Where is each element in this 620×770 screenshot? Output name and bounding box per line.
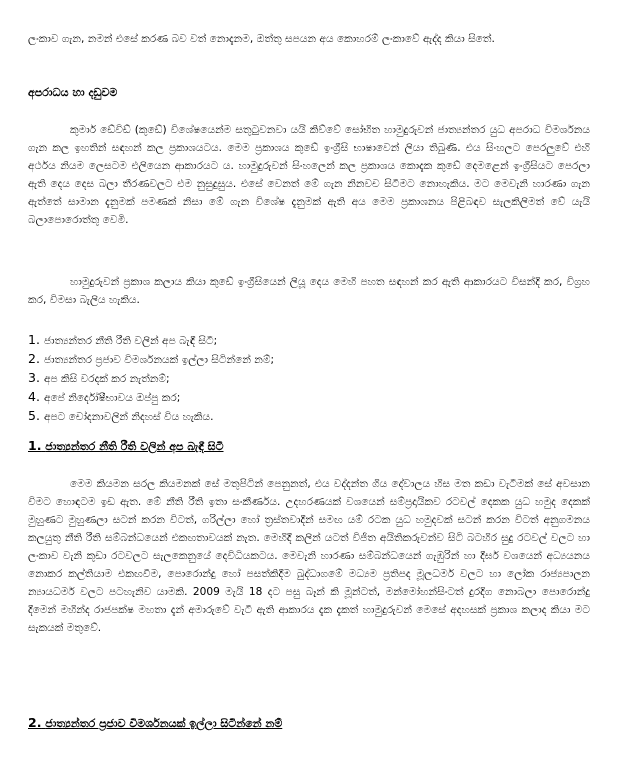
section-heading: අපරාධය හා දඩුවම (28, 86, 118, 99)
section-paragraph-2: හාමුදුරුවන් ප්‍රකාශ කලාය කියා කුඩේ ඉංග්‍රීසියෙන් ලියූ දෙය මෙහි පහත සඳහන් කර ඇති ආකාරයට විසන්දි කර, විග්‍රහ කර, විමසා බැලිය හැකිය. (28, 276, 590, 306)
subsection-2-heading: 2. ජාත්‍යන්තර ප්‍රජාව විමර්ශනයක් ඉල්ලා සිටින්නේ නම් (28, 715, 283, 730)
list-item: 3. අප කිසි වරදක් කර නැත්නම්; (28, 370, 170, 385)
subsection-1-paragraph: මෙම කියමන සරල කියමනක් සේ මතුපිටින් පෙනුනත්, එය වද්දන්ත ගිය දේවාලය හිස මත කඩා වැටීමක් සේ අවසාන විමට හොඳටම ඉඩ ඇත. මේ නීති රීති ඉතා සංකීර්ණය. උදහරණයක් වශයෙන් සම්ප්‍රදායිකව රටවල් දෙකක යුධ හමුද දෙකක් මුහුණට මුහුණලා සටන් කරන විටත්, ගරිල්ලා හෝ ත්‍රස්තවාදීන් සමඟ යම් රටක යුධ හමුදවක් සටන් කරන විටත් අනුගමනය කලයුතු නීති රීති සම්බන්ධයෙන් එකඟතාවයක් නැත. මෙහිදී කලින් යටත් විජිත අයිතිකරුවන්ව සිටි බටහිර සුදු රටවල් වලට හා ලංකාව වැනි කුඩා රටවලට සැලකෙනුයේ දෙවිධියකටය. මෙවැනි හාරණා සම්බන්ධයෙන් ගැඹුරින් හා දීර්ඝ වශයෙන් අධ්‍යයනය නොකර කල්තියාම එකඟවීම, පොරොන්දු හෝ පසත්කිදීම බුද්ධාගමේ මධ්‍යම ප්‍රතිපද මූලධර්ම වලට හා ලෝක රාජ්‍යපාලන න්‍යායධර්ම වලට පටහැනිව යාමකි. 2009 මැයි 18 දට පසු බෑන් කි මූන්ටත්, මන්මෝහන්සිංටත් දුරදිග නොබලා පොරොන්දු දීමෙන් මහින්ද රාජපක්ෂ මහතා දැන් අමාරුවේ වැටී ඇති ආකාරය දැක දැකත් හාමුදුරුවන් මෙසේ අදහසක් ප්‍රකාශ කලාද කියා මට සැකයක් මතුවේ. (28, 478, 590, 634)
list-item: 5. අපට චෝදනාවලින් නිදහස් විය හැකිය. (28, 408, 214, 423)
subsection-1-heading: 1. ජාත්‍යන්තර නීති රීති වලින් අප බැඳී සිටී (28, 438, 224, 453)
list-item: 2. ජාත්‍යන්තර ප්‍රජාව විමර්ශනයක් ඉල්ලා සිටින්නේ නම්; (28, 351, 275, 366)
section-paragraph-1: කුමාර් ඩේවිඩ් (කුඩේ) විශේෂයෙන්ම සතුටුවනවා යයි කිව්වේ සෝභිත හාමුදුරුවන් ජාත්‍යන්තර යුධ අපරාධ විමර්ශනය ගැන කල ඉහතින් සඳහන් කල ප්‍රකාශයටය. මෙම ප්‍රකාශය කුඩේ ඉංග්‍රීසි භාෂාවෙන් ලියා තිබුණි. එය සිංහලට පෙරලුවේ එහි අර්ථය නියම ලෙසටම එලියෙන ආකාරයට ය. හාමුදුරුවන් සිංහලෙන් කල ප්‍රකාශය කොදැක කුඩේ දෙමළෙන් ඉංග්‍රීසියට පෙරලා ඇති දෙය දෙස බලා තීරණවලට එම නුසුදුසුය. එසේ වෙනත් මේ ගැන නිනවච සිටීමට නොහැකිය. මට මෙවැනි හාරණා ගැන ඇත්තේ සාමාන දැනුමක් පමණක් නිසා මේ ගැන විශේෂ දැනුමක් ඇති අය මෙම ප්‍රකාශනය පිළිබඳව සැලකිලිමත් වේ යැයි බලාපොරොත්තු වෙමි. (28, 124, 590, 226)
list-item: 4. අපේ නිර්දෝෂීභාවය ඔප්පු කර; (28, 389, 181, 404)
list-item: 1. ජාත්‍යන්තර නීති රීති වලින් අප බැඳී සිටී; (28, 332, 218, 347)
points-list (28, 330, 274, 425)
intro-paragraph: ලංකාව ගැන, නමන් එසේ කරණ බව වත් නොදැනම, ඔත්තු සපයන අය කොහරම් ලංකාවේ ඇද්ද කියා සිතේ. (28, 33, 495, 45)
